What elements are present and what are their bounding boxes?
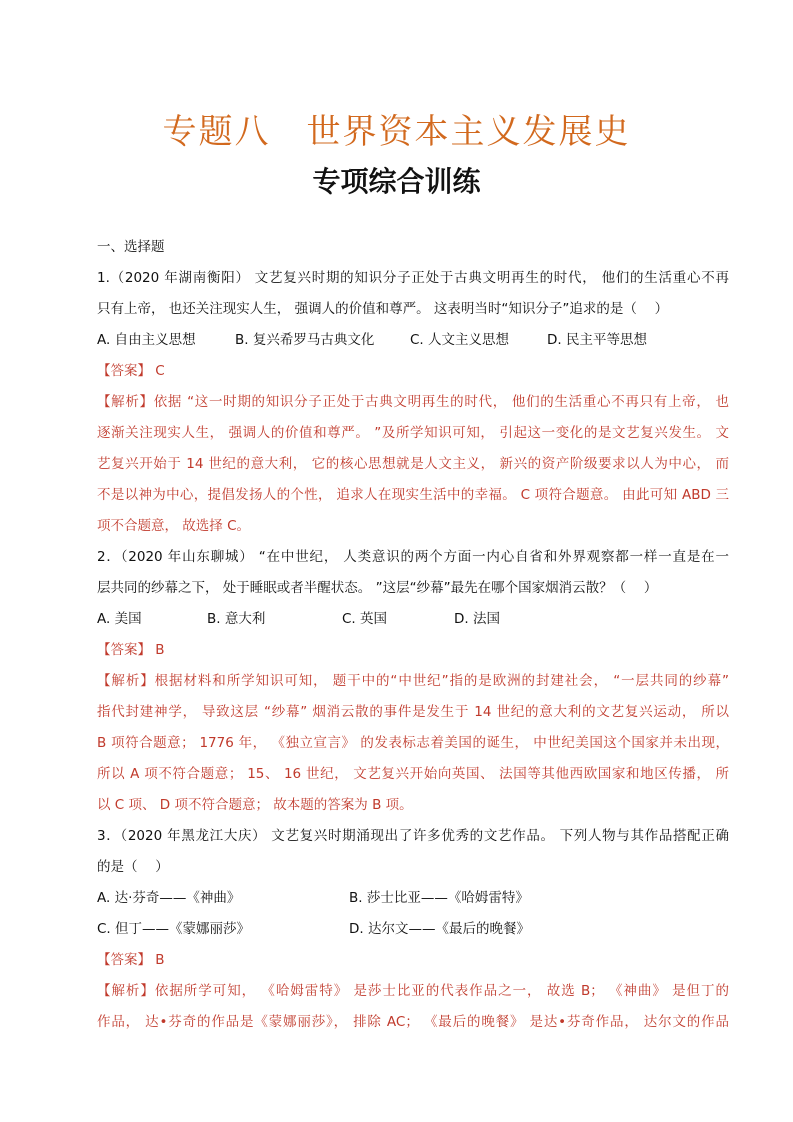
question-stem-line: 1.（2020 年湖南衡阳） 文艺复兴时期的知识分子正处于古典文明再生的时代， 他们的生活重心不再 <box>97 270 729 286</box>
question-2 <box>97 542 729 821</box>
analysis-line: 项不合题意， 故选择 C。 <box>97 518 251 534</box>
option-d: D. 民主平等思想 <box>547 332 647 348</box>
option-a: A. 美国 <box>97 611 142 627</box>
answer-line <box>97 635 729 666</box>
question-3 <box>97 821 729 1038</box>
page-title: 专题八 世界资本主义发展史 <box>162 112 631 152</box>
analysis-line: 所以 A 项不符合题意； 15、 16 世纪， 文艺复兴开始向英国、 法国等其他西欧国家和地区传播， 所 <box>97 766 729 782</box>
option-c: C. 但丁——《蒙娜丽莎》 <box>97 921 251 937</box>
analysis-line: 【解析】依据 “这一时期的知识分子正处于古典文明再生的时代， 他们的生活重心不再只有上帝， 也 <box>97 394 729 410</box>
question-stem-line: 3．（2020 年黑龙江大庆） 文艺复兴时期涌现出了许多优秀的文艺作品。 下列人物与其作品搭配正确 <box>97 828 729 844</box>
option-d: D. 达尔文——《最后的晚餐》 <box>349 921 530 937</box>
question-stem-line: 的是（ ） <box>97 859 169 875</box>
analysis-line: 逐渐关注现实人生， 强调人的价值和尊严。 ”及所学知识可知， 引起这一变化的是文艺复兴发生。 文 <box>97 425 729 441</box>
options-row <box>97 883 729 914</box>
analysis-line: 指代封建神学， 导致这层 “纱幕” 烟消云散的事件是发生于 14 世纪的意大利的文艺复兴运动， 所以 <box>97 704 729 720</box>
analysis-line: 【解析】依据所学可知， 《哈姆雷特》 是莎士比亚的代表作品之一， 故选 B； 《神曲》 是但丁的 <box>97 983 729 999</box>
analysis-line: 作品， 达•芬奇的作品是《蒙娜丽莎》， 排除 AC； 《最后的晚餐》 是达•芬奇作品， 达尔文的作品 <box>97 1014 729 1030</box>
analysis-line: 以 C 项、 D 项不符合题意； 故本题的答案为 B 项。 <box>97 797 413 813</box>
options-row <box>97 604 729 635</box>
answer-line <box>97 356 729 387</box>
answer-label: 【答案】 <box>97 363 151 379</box>
document-body <box>97 232 729 1038</box>
option-c: C. 英国 <box>342 611 388 627</box>
analysis-line: 【解析】根据材料和所学知识可知， 题干中的“中世纪”指的是欧洲的封建社会， “一层共同的纱幕” <box>97 673 729 689</box>
answer-label: 【答案】 <box>97 642 151 658</box>
options-row <box>97 325 729 356</box>
section-label: 一、选择题 <box>97 239 165 255</box>
answer-value: C <box>155 363 165 379</box>
analysis-line: 艺复兴开始于 14 世纪的意大利， 它的核心思想就是人文主义， 新兴的资产阶级要求以人为中心， 而 <box>97 456 729 472</box>
option-b: B. 复兴希罗马古典文化 <box>235 332 375 348</box>
answer-value: B <box>155 952 165 968</box>
question-stem-line: 层共同的纱幕之下， 处于睡眠或者半醒状态。 ”这层“纱幕”最先在哪个国家烟消云散？（ ） <box>97 580 658 596</box>
option-a: A. 自由主义思想 <box>97 332 196 348</box>
question-stem-line: 2．（2020 年山东聊城） “在中世纪， 人类意识的两个方面一内心自省和外界观察都一样一直是在一 <box>97 549 729 565</box>
answer-line <box>97 945 729 976</box>
question-stem-line: 只有上帝， 也还关注现实人生， 强调人的价值和尊严。 这表明当时“知识分子”追求的是（ ） <box>97 301 669 317</box>
answer-label: 【答案】 <box>97 952 151 968</box>
question-1 <box>97 263 729 542</box>
answer-value: B <box>155 642 165 658</box>
options-row <box>97 914 729 945</box>
analysis-line: B 项符合题意； 1776 年， 《独立宣言》 的发表标志着美国的诞生， 中世纪美国这个国家并未出现， <box>97 735 729 751</box>
option-b: B. 意大利 <box>207 611 266 627</box>
page-subtitle: 专项综合训练 <box>312 165 481 198</box>
analysis-line: 不是以神为中心，提倡发扬人的个性， 追求人在现实生活中的幸福。 C 项符合题意。 由此可知 ABD 三 <box>97 487 729 503</box>
option-d: D. 法国 <box>454 611 500 627</box>
option-a: A. 达·芬奇——《神曲》 <box>97 890 241 906</box>
option-c: C. 人文主义思想 <box>410 332 510 348</box>
option-b: B. 莎士比亚——《哈姆雷特》 <box>349 890 529 906</box>
